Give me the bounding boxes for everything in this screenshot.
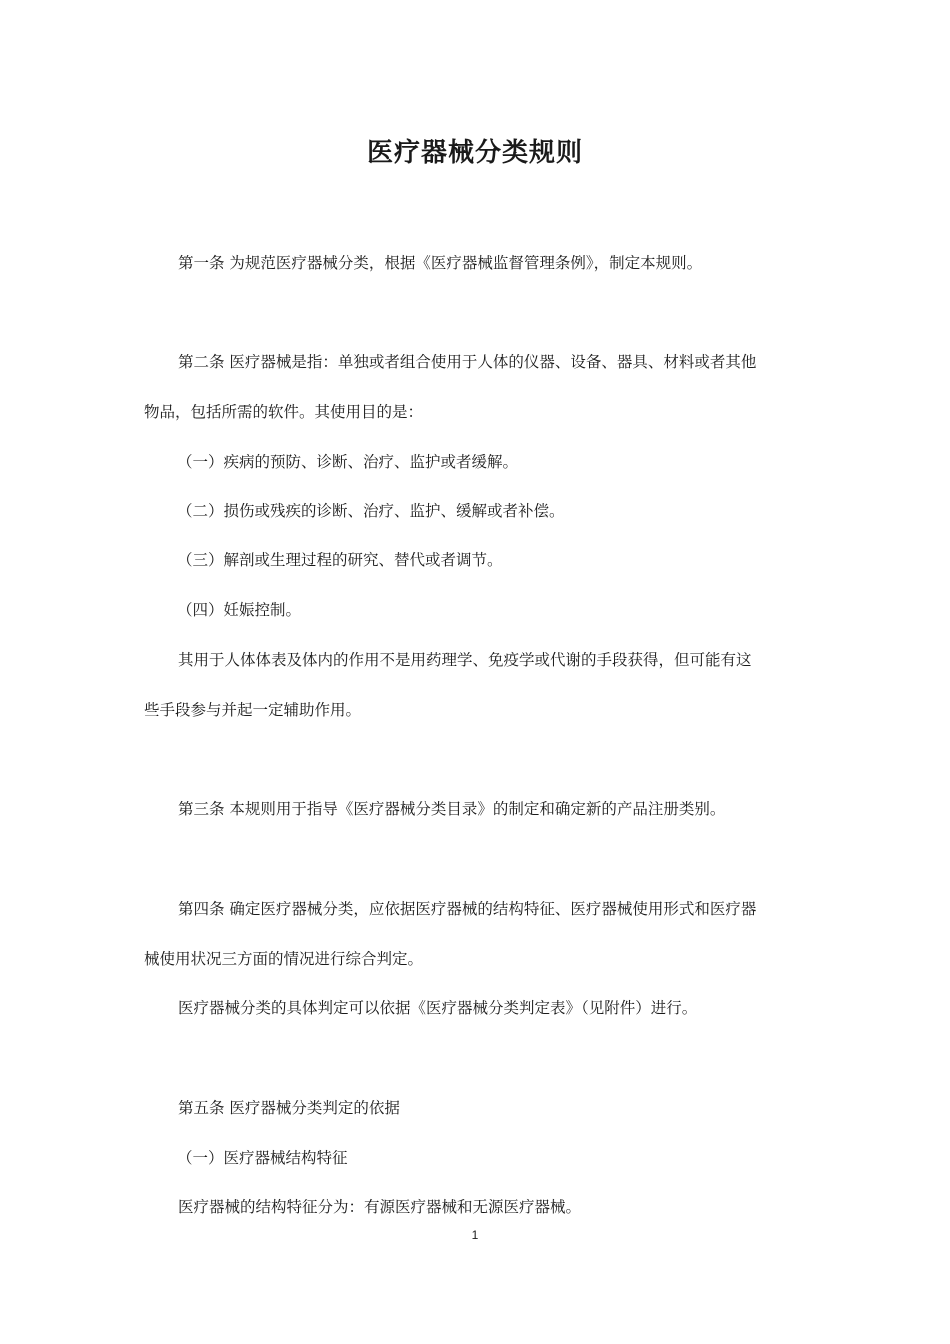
article-1: 第一条 为规范医疗器械分类，根据《医疗器械监督管理条例》，制定本规则。 [178,254,703,272]
page-number: 1 [471,1228,479,1242]
article-4-line-1: 第四条 确定医疗器械分类，应依据医疗器械的结构特征、医疗器械使用形式和医疗器 [178,900,757,918]
article-5-para: 医疗器械的结构特征分为：有源医疗器械和无源医疗器械。 [178,1198,582,1216]
article-2-line-1: 第二条 医疗器械是指：单独或者组合使用于人体的仪器、设备、器具、材料或者其他 [178,353,757,371]
article-3: 第三条 本规则用于指导《医疗器械分类目录》的制定和确定新的产品注册类别。 [178,800,726,818]
article-2-para-line-2: 些手段参与并起一定辅助作用。 [144,701,362,719]
document-title: 医疗器械分类规则 [366,138,583,168]
article-2-line-2: 物品，包括所需的软件。其使用目的是： [144,403,424,421]
article-2-item-2: （二）损伤或残疾的诊断、治疗、监护、缓解或者补偿。 [177,502,565,520]
article-2-item-1: （一）疾病的预防、诊断、治疗、监护或者缓解。 [177,453,519,471]
article-4-line-2: 械使用状况三方面的情况进行综合判定。 [144,950,424,968]
article-2-item-4: （四）妊娠控制。 [177,601,302,619]
article-5-heading: 第五条 医疗器械分类判定的依据 [178,1099,400,1117]
article-2-para-line-1: 其用于人体体表及体内的作用不是用药理学、免疫学或代谢的手段获得，但可能有这 [178,651,752,669]
article-5-item-1: （一）医疗器械结构特征 [177,1149,348,1167]
article-4-para: 医疗器械分类的具体判定可以依据《医疗器械分类判定表》（见附件）进行。 [178,999,698,1017]
article-2-item-3: （三）解剖或生理过程的研究、替代或者调节。 [177,551,503,569]
